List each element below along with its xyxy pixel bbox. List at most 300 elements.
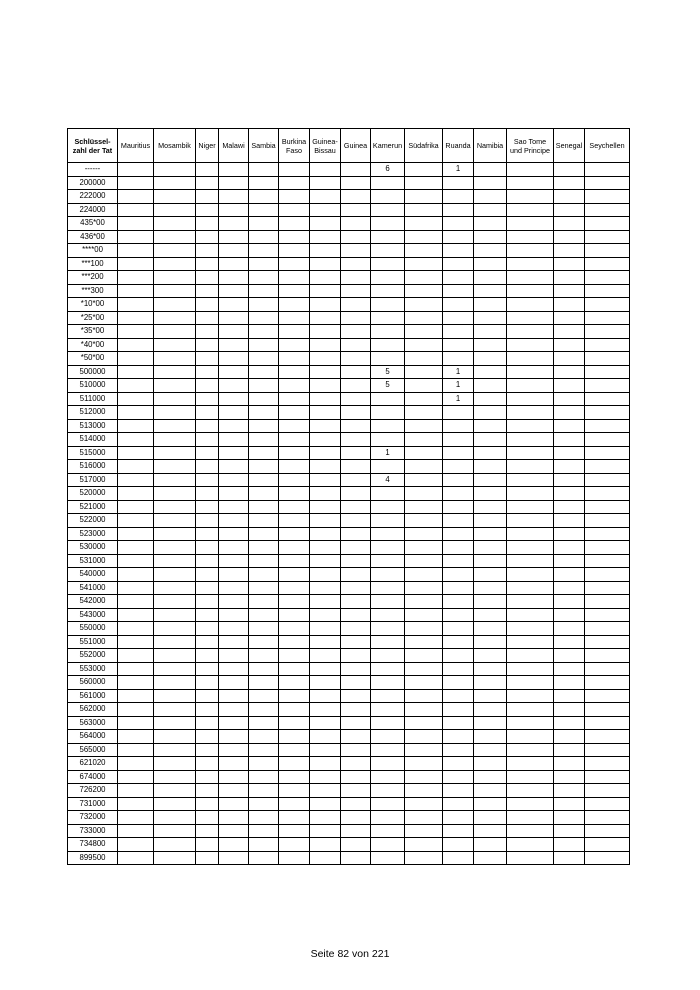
table-cell	[249, 338, 279, 352]
row-key-cell: 515000	[68, 446, 118, 460]
table-row	[68, 743, 630, 757]
table-cell	[585, 338, 630, 352]
table-cell	[405, 770, 443, 784]
table-row	[68, 217, 630, 231]
table-cell	[443, 500, 474, 514]
table-cell	[443, 514, 474, 528]
table-cell	[585, 554, 630, 568]
table-cell	[585, 379, 630, 393]
table-cell	[585, 608, 630, 622]
table-cell	[249, 703, 279, 717]
table-cell	[279, 473, 310, 487]
table-cell	[219, 190, 249, 204]
table-cell	[554, 662, 585, 676]
table-cell	[474, 514, 507, 528]
table-cell	[249, 244, 279, 258]
table-cell	[341, 649, 371, 663]
table-row	[68, 257, 630, 271]
table-cell	[279, 662, 310, 676]
table-cell	[341, 325, 371, 339]
table-cell	[405, 487, 443, 501]
table-cell	[405, 757, 443, 771]
table-cell	[474, 244, 507, 258]
table-cell	[474, 824, 507, 838]
table-cell	[341, 838, 371, 852]
table-cell	[507, 379, 554, 393]
table-cell	[507, 284, 554, 298]
table-cell	[249, 649, 279, 663]
table-cell	[554, 851, 585, 865]
table-cell	[341, 392, 371, 406]
table-cell	[341, 244, 371, 258]
table-cell	[585, 257, 630, 271]
table-cell	[219, 797, 249, 811]
table-cell	[196, 743, 219, 757]
table-cell	[405, 352, 443, 366]
table-row	[68, 352, 630, 366]
table-cell	[196, 797, 219, 811]
table-row	[68, 770, 630, 784]
table-cell	[554, 190, 585, 204]
row-key-cell: 541000	[68, 581, 118, 595]
table-cell	[474, 662, 507, 676]
table-cell	[405, 257, 443, 271]
table-cell	[249, 757, 279, 771]
table-cell	[310, 554, 341, 568]
table-cell	[474, 554, 507, 568]
table-cell	[279, 838, 310, 852]
table-cell	[118, 716, 154, 730]
table-cell	[341, 298, 371, 312]
table-cell	[585, 352, 630, 366]
row-key-cell: 522000	[68, 514, 118, 528]
table-cell	[585, 244, 630, 258]
table-cell	[554, 554, 585, 568]
table-cell	[341, 568, 371, 582]
table-cell	[154, 770, 196, 784]
table-cell	[279, 406, 310, 420]
table-cell	[585, 716, 630, 730]
table-cell	[196, 554, 219, 568]
table-cell	[474, 284, 507, 298]
table-cell	[585, 784, 630, 798]
table-cell	[310, 797, 341, 811]
table-cell	[585, 689, 630, 703]
table-cell	[118, 635, 154, 649]
table-cell	[341, 460, 371, 474]
table-cell	[507, 298, 554, 312]
table-cell	[341, 203, 371, 217]
table-cell	[310, 419, 341, 433]
table-cell	[554, 622, 585, 636]
table-cell	[196, 500, 219, 514]
table-cell	[310, 689, 341, 703]
table-cell	[154, 406, 196, 420]
table-cell	[219, 595, 249, 609]
table-cell	[279, 500, 310, 514]
table-cell	[118, 325, 154, 339]
table-cell	[405, 365, 443, 379]
table-cell	[341, 554, 371, 568]
table-cell	[154, 716, 196, 730]
table-row	[68, 311, 630, 325]
table-cell	[310, 608, 341, 622]
table-cell	[405, 689, 443, 703]
table-cell	[554, 473, 585, 487]
table-cell	[405, 176, 443, 190]
table-cell	[310, 446, 341, 460]
table-cell	[249, 298, 279, 312]
column-header: Guinea-Bissau	[310, 129, 341, 163]
table-cell	[507, 163, 554, 177]
table-cell	[154, 797, 196, 811]
table-row	[68, 284, 630, 298]
table-cell	[507, 730, 554, 744]
table-cell	[118, 568, 154, 582]
table-row	[68, 460, 630, 474]
table-row	[68, 298, 630, 312]
table-cell	[585, 419, 630, 433]
table-row	[68, 581, 630, 595]
table-cell	[118, 838, 154, 852]
table-cell	[154, 230, 196, 244]
table-cell	[371, 838, 405, 852]
table-cell	[279, 311, 310, 325]
table-cell	[405, 325, 443, 339]
table-cell	[219, 757, 249, 771]
table-cell	[554, 743, 585, 757]
table-cell	[554, 797, 585, 811]
table-cell	[310, 190, 341, 204]
table-cell	[310, 568, 341, 582]
table-cell	[507, 473, 554, 487]
table-cell	[474, 608, 507, 622]
table-cell	[585, 487, 630, 501]
table-cell	[341, 703, 371, 717]
table-cell: 1	[443, 392, 474, 406]
table-cell	[443, 257, 474, 271]
table-cell	[249, 176, 279, 190]
table-cell	[219, 271, 249, 285]
table-cell	[219, 703, 249, 717]
table-cell	[474, 581, 507, 595]
table-cell	[118, 257, 154, 271]
table-cell	[341, 527, 371, 541]
table-cell	[474, 527, 507, 541]
table-cell	[249, 770, 279, 784]
table-cell	[554, 595, 585, 609]
table-cell	[249, 419, 279, 433]
table-cell	[443, 568, 474, 582]
row-key-cell: 899500	[68, 851, 118, 865]
table-cell	[585, 230, 630, 244]
table-cell	[371, 527, 405, 541]
table-cell	[405, 244, 443, 258]
table-cell	[443, 622, 474, 636]
table-cell	[443, 244, 474, 258]
table-cell	[196, 352, 219, 366]
table-cell	[371, 662, 405, 676]
table-cell	[249, 797, 279, 811]
table-cell	[371, 311, 405, 325]
table-cell	[585, 311, 630, 325]
table-cell	[196, 325, 219, 339]
table-cell	[279, 433, 310, 447]
table-cell	[341, 757, 371, 771]
table-cell	[219, 406, 249, 420]
table-cell	[405, 527, 443, 541]
table-cell	[507, 703, 554, 717]
table-cell	[474, 635, 507, 649]
table-cell	[554, 365, 585, 379]
table-cell	[219, 527, 249, 541]
table-cell	[196, 649, 219, 663]
row-key-cell: 552000	[68, 649, 118, 663]
table-cell	[154, 365, 196, 379]
table-cell	[341, 595, 371, 609]
table-row	[68, 379, 630, 393]
table-row	[68, 824, 630, 838]
table-cell	[310, 203, 341, 217]
table-cell	[219, 784, 249, 798]
table-cell	[196, 568, 219, 582]
row-key-cell: *50*00	[68, 352, 118, 366]
table-row	[68, 514, 630, 528]
table-cell	[249, 541, 279, 555]
table-cell	[443, 581, 474, 595]
table-cell	[279, 527, 310, 541]
row-key-cell: 510000	[68, 379, 118, 393]
table-cell	[341, 622, 371, 636]
table-cell	[474, 770, 507, 784]
table-cell	[118, 230, 154, 244]
table-cell	[474, 689, 507, 703]
table-cell	[118, 595, 154, 609]
table-cell	[585, 446, 630, 460]
table-cell	[310, 635, 341, 649]
table-cell	[371, 190, 405, 204]
row-key-cell: 674000	[68, 770, 118, 784]
table-cell	[371, 851, 405, 865]
table-row	[68, 595, 630, 609]
column-header: Burkina Faso	[279, 129, 310, 163]
table-cell	[585, 703, 630, 717]
table-cell	[154, 811, 196, 825]
table-cell	[279, 176, 310, 190]
table-cell	[371, 743, 405, 757]
table-cell	[279, 379, 310, 393]
table-cell	[443, 649, 474, 663]
table-cell	[196, 514, 219, 528]
table-cell	[196, 662, 219, 676]
row-key-cell: 514000	[68, 433, 118, 447]
table-cell	[443, 757, 474, 771]
table-cell	[443, 851, 474, 865]
table-cell	[154, 244, 196, 258]
table-cell: 4	[371, 473, 405, 487]
table-row	[68, 757, 630, 771]
table-cell	[554, 541, 585, 555]
row-key-cell: 564000	[68, 730, 118, 744]
table-cell	[585, 743, 630, 757]
table-cell	[118, 406, 154, 420]
table-cell	[219, 581, 249, 595]
table-cell	[118, 433, 154, 447]
table-cell	[507, 176, 554, 190]
table-cell	[474, 851, 507, 865]
table-cell	[310, 851, 341, 865]
table-cell	[507, 487, 554, 501]
table-cell	[554, 284, 585, 298]
table-cell	[371, 581, 405, 595]
table-cell	[196, 460, 219, 474]
table-cell	[279, 851, 310, 865]
table-cell	[371, 352, 405, 366]
table-row	[68, 500, 630, 514]
table-cell	[310, 730, 341, 744]
table-cell	[279, 608, 310, 622]
row-key-cell: 511000	[68, 392, 118, 406]
table-cell	[474, 163, 507, 177]
table-row	[68, 541, 630, 555]
table-cell	[554, 446, 585, 460]
table-cell	[474, 730, 507, 744]
table-cell	[443, 662, 474, 676]
table-cell	[585, 217, 630, 231]
table-cell	[474, 473, 507, 487]
table-cell	[405, 568, 443, 582]
table-cell	[585, 460, 630, 474]
table-cell	[196, 257, 219, 271]
table-cell	[405, 824, 443, 838]
table-cell	[507, 311, 554, 325]
table-cell	[405, 203, 443, 217]
table-cell	[154, 851, 196, 865]
table-cell	[219, 338, 249, 352]
table-cell	[196, 487, 219, 501]
table-cell	[196, 284, 219, 298]
table-cell	[341, 730, 371, 744]
table-cell	[474, 595, 507, 609]
table-cell	[118, 352, 154, 366]
table-cell	[249, 325, 279, 339]
table-cell	[507, 217, 554, 231]
row-key-cell: 520000	[68, 487, 118, 501]
table-cell	[249, 487, 279, 501]
row-key-cell: ***100	[68, 257, 118, 271]
table-cell	[310, 541, 341, 555]
table-cell	[154, 662, 196, 676]
table-cell	[249, 824, 279, 838]
table-cell	[405, 163, 443, 177]
table-cell	[310, 784, 341, 798]
column-header: Malawi	[219, 129, 249, 163]
table-cell	[554, 379, 585, 393]
table-cell	[341, 338, 371, 352]
table-cell	[118, 757, 154, 771]
table-cell	[507, 811, 554, 825]
table-cell	[279, 689, 310, 703]
table-cell	[443, 541, 474, 555]
table-cell	[507, 689, 554, 703]
row-key-cell: 516000	[68, 460, 118, 474]
row-key-cell: *25*00	[68, 311, 118, 325]
table-cell	[196, 311, 219, 325]
table-cell	[371, 176, 405, 190]
table-cell	[474, 419, 507, 433]
table-cell	[585, 568, 630, 582]
table-cell	[371, 419, 405, 433]
table-cell	[507, 662, 554, 676]
table-cell	[405, 379, 443, 393]
table-cell	[219, 365, 249, 379]
table-cell	[118, 608, 154, 622]
table-cell	[443, 419, 474, 433]
table-cell	[249, 433, 279, 447]
table-cell	[310, 365, 341, 379]
table-cell	[279, 460, 310, 474]
table-cell	[196, 635, 219, 649]
table-cell	[279, 622, 310, 636]
table-cell	[196, 784, 219, 798]
table-cell	[443, 311, 474, 325]
table-cell	[443, 352, 474, 366]
table-cell	[249, 595, 279, 609]
table-cell	[310, 595, 341, 609]
row-key-cell: ****00	[68, 244, 118, 258]
table-cell	[585, 514, 630, 528]
table-cell	[474, 784, 507, 798]
table-row	[68, 784, 630, 798]
table-cell	[507, 649, 554, 663]
table-cell	[585, 730, 630, 744]
table-cell	[554, 608, 585, 622]
table-cell	[507, 514, 554, 528]
table-cell	[310, 487, 341, 501]
table-cell	[310, 176, 341, 190]
table-cell	[507, 554, 554, 568]
table-cell	[279, 298, 310, 312]
table-cell	[249, 730, 279, 744]
table-cell	[585, 757, 630, 771]
table-cell	[474, 230, 507, 244]
table-cell	[196, 824, 219, 838]
table-cell	[585, 433, 630, 447]
table-cell	[341, 230, 371, 244]
table-cell	[405, 581, 443, 595]
table-cell	[219, 716, 249, 730]
column-header: Südafrika	[405, 129, 443, 163]
row-key-cell: 512000	[68, 406, 118, 420]
table-cell	[310, 703, 341, 717]
table-cell	[443, 676, 474, 690]
table-cell	[219, 230, 249, 244]
table-cell	[554, 689, 585, 703]
table-cell	[196, 676, 219, 690]
table-cell	[371, 595, 405, 609]
table-cell	[118, 379, 154, 393]
table-cell	[585, 406, 630, 420]
table-cell	[405, 716, 443, 730]
row-key-cell: 726200	[68, 784, 118, 798]
table-cell	[249, 284, 279, 298]
column-header: Kamerun	[371, 129, 405, 163]
table-cell	[249, 662, 279, 676]
column-header: Seychellen	[585, 129, 630, 163]
table-cell	[154, 257, 196, 271]
table-cell	[341, 406, 371, 420]
table-cell	[118, 851, 154, 865]
